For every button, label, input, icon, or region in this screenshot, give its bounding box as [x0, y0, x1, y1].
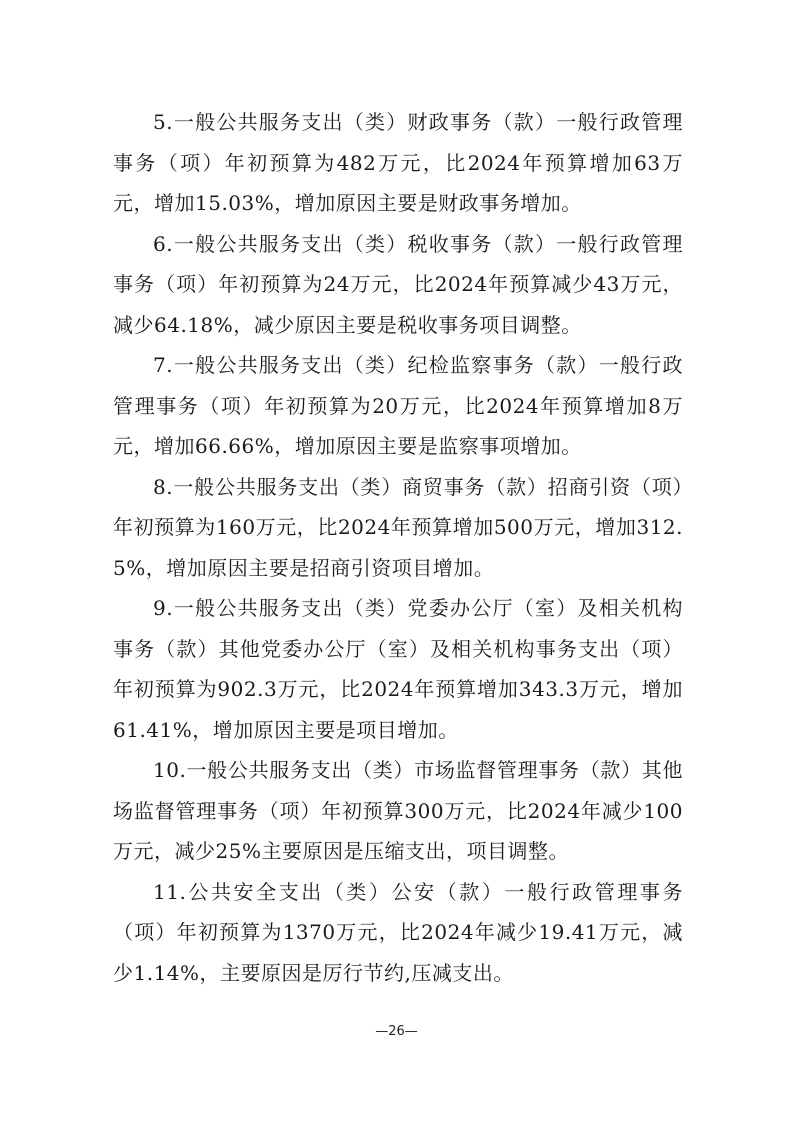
paragraph-item-10: 10.一般公共服务支出（类）市场监督管理事务（款）其他场监督管理事务（项）年初预算300万元，比2024年减少100万元，减少25%主要原因是压缩支出，项目调整。	[113, 758, 683, 863]
paragraph-item-6: 6.一般公共服务支出（类）税收事务（款）一般行政管理事务（项）年初预算为24万元，比2024年预算减少43万元，减少64.18%，减少原因主要是税收事务项目调整。	[113, 231, 683, 337]
paragraph-item-5: 5.一般公共服务支出（类）财政事务（款）一般行政管理事务（项）年初预算为482万元，比2024年预算增加63万元，增加15.03%，增加原因主要是财政事务增加。	[113, 110, 683, 215]
paragraph-item-9: 9.一般公共服务支出（类）党委办公厅（室）及相关机构事务（款）其他党委办公厅（室）及相关机构事务支出（项）年初预算为902.3万元，比2024年预算增加343.3万元，增加61.41%，增加原因主要是项目增加。	[113, 596, 683, 742]
paragraph-item-11: 11.公共安全支出（类）公安（款）一般行政管理事务（项）年初预算为1370万元，比2024年减少19.41万元，减少1.14%，主要原因是厉行节约,压减支出。	[113, 879, 683, 985]
page-number: —26—	[375, 1024, 418, 1039]
paragraph-item-8: 8.一般公共服务支出（类）商贸事务（款）招商引资（项）年初预算为160万元，比2024年预算增加500万元，增加312.5%，增加原因主要是招商引资项目增加。	[113, 474, 683, 580]
paragraph-item-7: 7.一般公共服务支出（类）纪检监察事务（款）一般行政管理事务（项）年初预算为20万元，比2024年预算增加8万元，增加66.66%，增加原因主要是监察事项增加。	[113, 353, 683, 458]
body-text	[113, 102, 683, 993]
